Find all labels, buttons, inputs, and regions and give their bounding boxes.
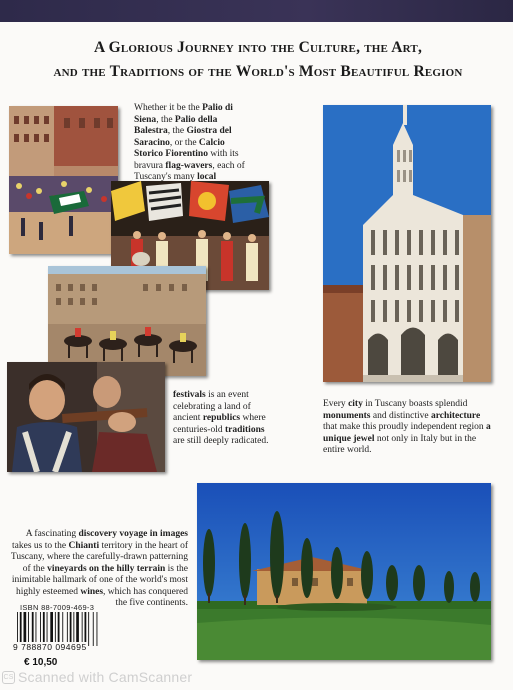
- barcode-bar: [76, 612, 79, 646]
- barcode-bar: [58, 612, 60, 646]
- caption-text: where centuries-old: [173, 413, 266, 435]
- caption-bold-term: local: [197, 172, 217, 182]
- caption-text: , each of Tuscany's many: [134, 160, 245, 182]
- caption-bold-term: Giostra del Saracino: [134, 126, 232, 148]
- caption-bold-term: architecture: [430, 410, 481, 421]
- headline-line-2: and the Traditions of the World's Most Beautiful Region: [53, 63, 463, 80]
- photo-horse-race: [48, 266, 206, 376]
- caption-text: Every: [323, 399, 349, 409]
- caption-bold-term: traditions: [224, 424, 265, 435]
- photo-palio-siena-square: [9, 106, 118, 254]
- caption-text: , which has conquered the five continents.: [103, 586, 188, 608]
- barcode-bar: [73, 612, 74, 646]
- caption-architecture: [323, 399, 493, 457]
- watermark-text: Scanned with CamScanner: [18, 669, 193, 685]
- photo-chianti-landscape: [197, 483, 491, 660]
- caption-chianti-landscape: [6, 529, 188, 610]
- barcode-bar: [50, 612, 53, 646]
- caption-text: in Tuscany boasts splendid: [362, 399, 468, 409]
- caption-bold-term: flag-wavers: [165, 160, 213, 171]
- barcode-bar: [32, 612, 34, 646]
- caption-bold-term: Palio della Balestra: [134, 114, 218, 136]
- barcode-bar: [47, 612, 48, 646]
- headline-line-1: A Glorious Journey into the Culture, the Art,: [93, 39, 423, 56]
- barcode-bar: [85, 612, 87, 646]
- barcode-bar: [88, 612, 89, 646]
- barcode-bar: [36, 612, 37, 646]
- photo-crossbowman-portrait: [7, 362, 165, 472]
- barcode-bar: [43, 612, 45, 646]
- barcode-bar: [28, 612, 29, 646]
- barcode-bar: [17, 612, 18, 646]
- caption-festivals-continued: [173, 390, 271, 448]
- scanner-watermark: [2, 669, 192, 685]
- caption-text: and distinctive: [370, 410, 431, 421]
- photo-romanesque-church: [323, 105, 491, 382]
- caption-text: is an event celebrating a land of ancient: [173, 390, 251, 423]
- caption-bold-term: festivals: [173, 390, 206, 400]
- barcode-bar: [40, 612, 41, 646]
- caption-bold-term: Chianti: [68, 540, 100, 551]
- caption-bold-term: wines: [80, 586, 104, 597]
- caption-text: is the inimitable hallmark of one of the world's most highly esteemed: [11, 563, 188, 597]
- barcode-bar: [97, 612, 98, 646]
- barcode-bar: [55, 612, 56, 646]
- barcode: [16, 612, 100, 646]
- caption-text: not only in Italy but in the entire world.: [323, 433, 477, 455]
- cover-top-band: [0, 0, 513, 22]
- caption-text: A fascinating: [25, 529, 79, 539]
- barcode-bar: [70, 612, 72, 646]
- caption-text: territory in the heart of Tuscany, where the carefully-drawn patterning of the: [10, 540, 188, 574]
- caption-text: , or the: [169, 137, 199, 148]
- isbn-label: ISBN 88-7009-469-3: [20, 603, 95, 612]
- caption-text: Whether it be the: [134, 103, 203, 113]
- caption-bold-term: Calcio Storico Fiorentino: [134, 137, 225, 159]
- caption-bold-term: Palio di Siena: [134, 103, 233, 125]
- barcode-bar: [24, 612, 27, 646]
- caption-text: , the: [167, 126, 187, 136]
- price-label: € 10,50: [24, 657, 58, 668]
- caption-bold-term: a unique jewel: [323, 422, 491, 444]
- caption-text: , the: [156, 114, 175, 125]
- caption-bold-term: republics: [202, 413, 241, 423]
- caption-text: takes us to the: [12, 540, 69, 551]
- barcode-bar: [82, 612, 83, 646]
- caption-text: with its bravura: [134, 149, 239, 171]
- barcode-bar: [62, 612, 63, 646]
- camscanner-logo-icon: CS: [2, 671, 15, 684]
- back-cover-headline: [18, 36, 498, 84]
- barcode-number: 9 788870 094695: [13, 642, 87, 652]
- barcode-bar: [20, 612, 22, 646]
- caption-bold-term: city: [348, 399, 363, 409]
- caption-text: that make this proudly independent region: [323, 422, 487, 432]
- barcode-bar: [93, 612, 94, 646]
- caption-text: are still deeply radicated.: [173, 436, 269, 446]
- caption-bold-term: monuments: [323, 410, 371, 421]
- caption-bold-term: discovery voyage in images: [78, 529, 188, 539]
- barcode-bar: [67, 612, 68, 646]
- caption-festivals-intro: [134, 103, 254, 184]
- caption-bold-term: vineyards on the hilly terrain: [47, 563, 166, 574]
